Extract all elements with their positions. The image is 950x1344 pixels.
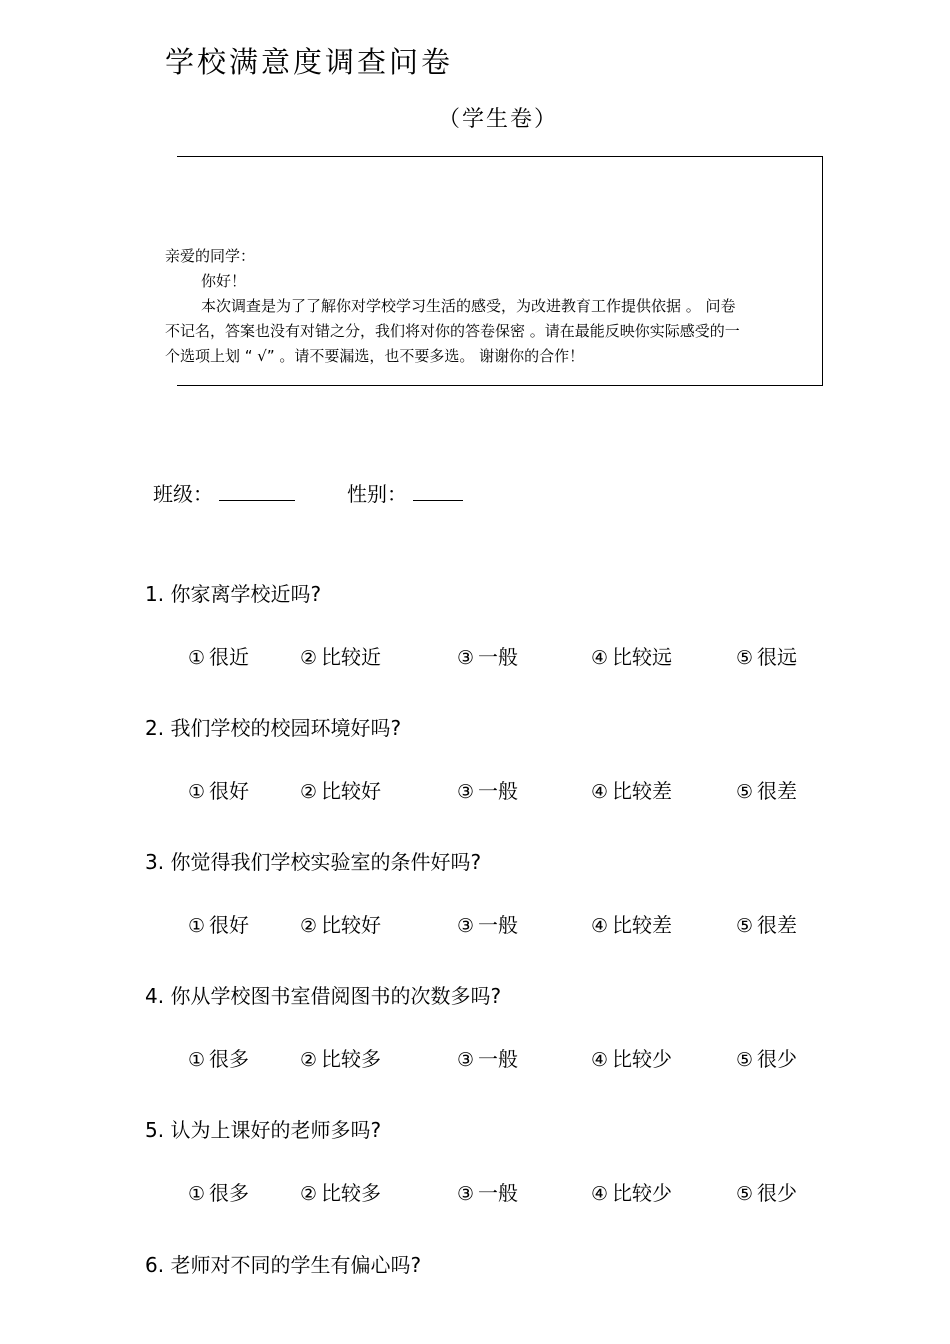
- class-label: 班级：: [153, 482, 213, 506]
- option[interactable]: [736, 1043, 797, 1072]
- option[interactable]: [591, 1177, 672, 1206]
- option[interactable]: [457, 775, 518, 804]
- option-label: 一般: [478, 779, 519, 803]
- option[interactable]: [736, 775, 797, 804]
- option-number: ④: [591, 915, 609, 937]
- option[interactable]: [300, 775, 381, 804]
- option[interactable]: [300, 1043, 381, 1072]
- option[interactable]: [736, 641, 797, 670]
- option-number: ③: [457, 647, 475, 669]
- option-label: 比较远: [612, 645, 673, 669]
- gender-label: 性别：: [347, 482, 407, 506]
- option-number: ①: [188, 781, 206, 803]
- question-4: 4. 你从学校图书室借阅图书的次数多吗?: [145, 984, 502, 1008]
- option-label: 很少: [757, 1181, 798, 1205]
- option-number: ④: [591, 1049, 609, 1071]
- option[interactable]: [188, 641, 249, 670]
- option-label: 比较多: [321, 1181, 382, 1205]
- option-number: ⑤: [736, 781, 754, 803]
- gender-blank[interactable]: [413, 478, 463, 501]
- option-number: ④: [591, 1183, 609, 1205]
- option-label: 比较好: [321, 779, 382, 803]
- option-label: 很好: [209, 779, 250, 803]
- option-label: 一般: [478, 1181, 519, 1205]
- option[interactable]: [457, 1043, 518, 1072]
- option-number: ②: [300, 915, 318, 937]
- option-label: 很远: [757, 645, 798, 669]
- option[interactable]: [736, 1177, 797, 1206]
- intro-line: 个选项上划 “ √” 。请不要漏选，也不要多选。 谢谢你的合作！: [165, 347, 585, 365]
- intro-hello: 你好！: [201, 272, 247, 290]
- question-2: 2. 我们学校的校园环境好吗?: [145, 716, 402, 740]
- option-label: 比较多: [321, 1047, 382, 1071]
- option-label: 比较少: [612, 1047, 673, 1071]
- option[interactable]: [591, 1043, 672, 1072]
- option-label: 很近: [209, 645, 250, 669]
- option-label: 很好: [209, 913, 250, 937]
- option-number: ③: [457, 1183, 475, 1205]
- option-number: ⑤: [736, 647, 754, 669]
- option-number: ①: [188, 915, 206, 937]
- question-4-options: [188, 1043, 828, 1073]
- option[interactable]: [736, 909, 797, 938]
- option[interactable]: [457, 1177, 518, 1206]
- option-number: ⑤: [736, 915, 754, 937]
- option-number: ①: [188, 647, 206, 669]
- question-5: 5. 认为上课好的老师多吗?: [145, 1118, 382, 1142]
- option-label: 很少: [757, 1047, 798, 1071]
- option-number: ④: [591, 647, 609, 669]
- intro-greeting: 亲爱的同学：: [165, 247, 256, 265]
- option-label: 一般: [478, 913, 519, 937]
- option-label: 很差: [757, 779, 798, 803]
- option[interactable]: [188, 1043, 249, 1072]
- option-number: ⑤: [736, 1049, 754, 1071]
- option-label: 比较近: [321, 645, 382, 669]
- option[interactable]: [300, 909, 381, 938]
- student-info-row: [153, 478, 463, 507]
- question-3-options: [188, 909, 828, 939]
- option-number: ③: [457, 1049, 475, 1071]
- option-number: ⑤: [736, 1183, 754, 1205]
- option-label: 比较差: [612, 913, 673, 937]
- question-1-options: [188, 641, 828, 671]
- document-subtitle: （学生卷）: [438, 107, 559, 132]
- option-number: ②: [300, 647, 318, 669]
- document-title: 学校满意度调查问卷: [165, 45, 454, 79]
- option-number: ③: [457, 781, 475, 803]
- option-number: ④: [591, 781, 609, 803]
- option-number: ①: [188, 1183, 206, 1205]
- option-label: 很多: [209, 1047, 250, 1071]
- option-number: ②: [300, 1183, 318, 1205]
- intro-line: 不记名，答案也没有对错之分，我们将对你的答卷保密 。请在最能反映你实际感受的一: [165, 322, 740, 340]
- option-number: ③: [457, 915, 475, 937]
- option-number: ②: [300, 781, 318, 803]
- option[interactable]: [188, 1177, 249, 1206]
- option[interactable]: [591, 775, 672, 804]
- intro-line: 本次调查是为了了解你对学校学习生活的感受，为改进教育工作提供依据 。 问卷: [201, 297, 736, 315]
- option-number: ②: [300, 1049, 318, 1071]
- question-5-options: [188, 1177, 828, 1207]
- class-blank[interactable]: [219, 478, 295, 501]
- question-2-options: [188, 775, 828, 805]
- option-label: 比较差: [612, 779, 673, 803]
- option[interactable]: [457, 909, 518, 938]
- option-label: 比较好: [321, 913, 382, 937]
- option-label: 一般: [478, 1047, 519, 1071]
- option-label: 比较少: [612, 1181, 673, 1205]
- option[interactable]: [188, 775, 249, 804]
- option[interactable]: [300, 1177, 381, 1206]
- option[interactable]: [591, 641, 672, 670]
- option-label: 一般: [478, 645, 519, 669]
- option[interactable]: [188, 909, 249, 938]
- intro-text: [165, 244, 815, 369]
- option[interactable]: [457, 641, 518, 670]
- option-number: ①: [188, 1049, 206, 1071]
- option-label: 很多: [209, 1181, 250, 1205]
- question-6: 6. 老师对不同的学生有偏心吗?: [145, 1253, 422, 1277]
- option[interactable]: [300, 641, 381, 670]
- option[interactable]: [591, 909, 672, 938]
- option-label: 很差: [757, 913, 798, 937]
- question-1: 1. 你家离学校近吗?: [145, 582, 322, 606]
- question-3: 3. 你觉得我们学校实验室的条件好吗?: [145, 850, 482, 874]
